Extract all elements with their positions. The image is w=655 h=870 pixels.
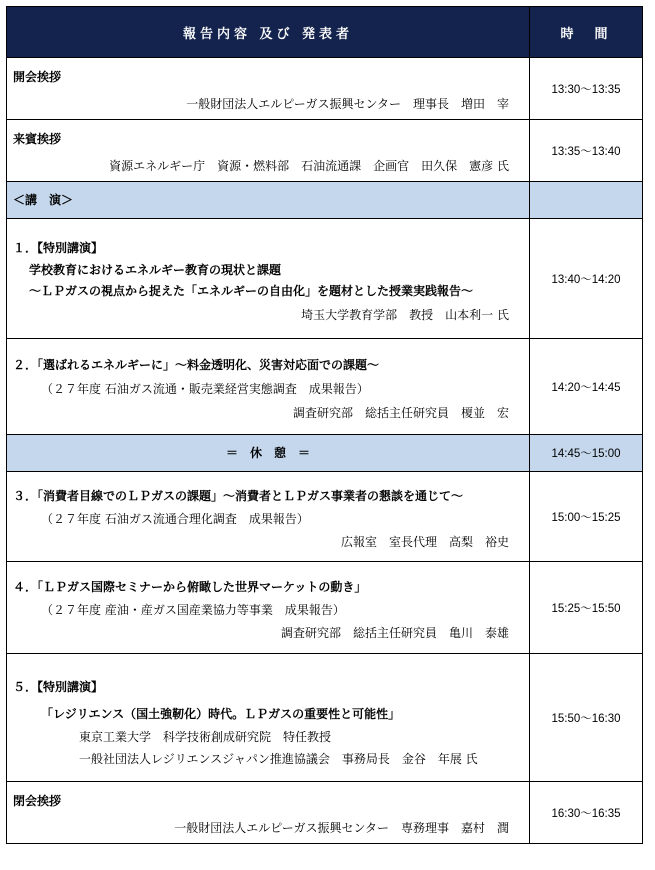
section-row <box>7 182 643 219</box>
content-cell <box>7 58 530 120</box>
time-cell: 13:30～13:35 <box>530 58 643 120</box>
table-row <box>7 120 643 182</box>
item-title: 開会挨拶 <box>13 69 62 84</box>
item-number: ２．「選ばれるエネルギーに」～料金透明化、災害対応面での課題～ <box>13 358 380 372</box>
lecture-title: 「レジリエンス（国土強靭化）時代。ＬＰガスの重要性と可能性」 <box>41 706 401 721</box>
presenter-affiliation: 東京工業大学 科学技術創成研究院 特任教授 <box>79 729 332 744</box>
break-row <box>7 435 643 472</box>
table-row <box>7 219 643 339</box>
item-title: 来賓挨拶 <box>13 131 62 146</box>
report-note: （２７年度 産油・産ガス国産業協力等事業 成果報告） <box>41 603 345 617</box>
presenter: 調査研究部 総括主任研究員 亀川 泰雄 <box>280 626 509 640</box>
presenter: 一般財団法人エルピーガス振興センター 理事長 増田 宰 <box>186 96 509 111</box>
header-time: 時 間 <box>530 7 643 58</box>
table-row <box>7 339 643 435</box>
content-cell <box>7 120 530 182</box>
header-content: 報告内容 及び 発表者 <box>7 7 530 58</box>
item-title: 閉会挨拶 <box>13 793 62 808</box>
section-time-cell <box>530 182 643 219</box>
section-label: ＜講 演＞ <box>7 182 530 219</box>
report-note: （２７年度 石油ガス流通・販売業経営実態調査 成果報告） <box>41 382 369 396</box>
presenter: 一般社団法人レジリエンスジャパン推進協議会 事務局長 金谷 年展 氏 <box>79 751 478 766</box>
header-row <box>7 7 643 58</box>
program-table <box>6 6 643 844</box>
lecture-title: 学校教育におけるエネルギー教育の現状と課題 <box>29 262 282 277</box>
time-cell: 14:20～14:45 <box>530 339 643 435</box>
content-cell <box>7 219 530 339</box>
table-row <box>7 562 643 654</box>
content-cell <box>7 339 530 435</box>
time-cell: 16:30～16:35 <box>530 782 643 844</box>
content-cell <box>7 472 530 562</box>
presenter: 一般財団法人エルピーガス振興センター 専務理事 嘉村 潤 <box>174 820 509 835</box>
content-cell <box>7 654 530 782</box>
time-cell: 13:35～13:40 <box>530 120 643 182</box>
content-cell <box>7 782 530 844</box>
item-number: １．【特別講演】 <box>13 240 104 255</box>
time-cell: 15:50～16:30 <box>530 654 643 782</box>
item-number: ３．「消費者目線でのＬＰガスの課題」～消費者とＬＰガス事業者の懇談を通じて～ <box>13 489 464 503</box>
item-number: ５．【特別講演】 <box>13 679 104 694</box>
table-row <box>7 782 643 844</box>
break-label: ＝ 休 憩 ＝ <box>7 435 530 472</box>
presenter: 調査研究部 総括主任研究員 榎並 宏 <box>292 406 509 420</box>
time-cell: 15:00～15:25 <box>530 472 643 562</box>
time-cell: 14:45～15:00 <box>530 435 643 472</box>
presenter: 埼玉大学教育学部 教授 山本利一 氏 <box>301 307 509 322</box>
item-number: ４．「ＬＰガス国際セミナーから俯瞰した世界マーケットの動き」 <box>13 580 367 594</box>
presenter: 広報室 室長代理 高梨 裕史 <box>340 535 509 549</box>
presenter: 資源エネルギー庁 資源・燃料部 石油流通課 企画官 田久保 憲彦 氏 <box>109 158 509 173</box>
table-row <box>7 654 643 782</box>
time-cell: 13:40～14:20 <box>530 219 643 339</box>
report-note: （２７年度 石油ガス流通合理化調査 成果報告） <box>41 512 309 526</box>
table-row <box>7 472 643 562</box>
content-cell <box>7 562 530 654</box>
table-row <box>7 58 643 120</box>
time-cell: 15:25～15:50 <box>530 562 643 654</box>
lecture-subtitle: ～ＬＰガスの視点から捉えた「エネルギーの自由化」を題材とした授業実践報告～ <box>29 283 474 298</box>
